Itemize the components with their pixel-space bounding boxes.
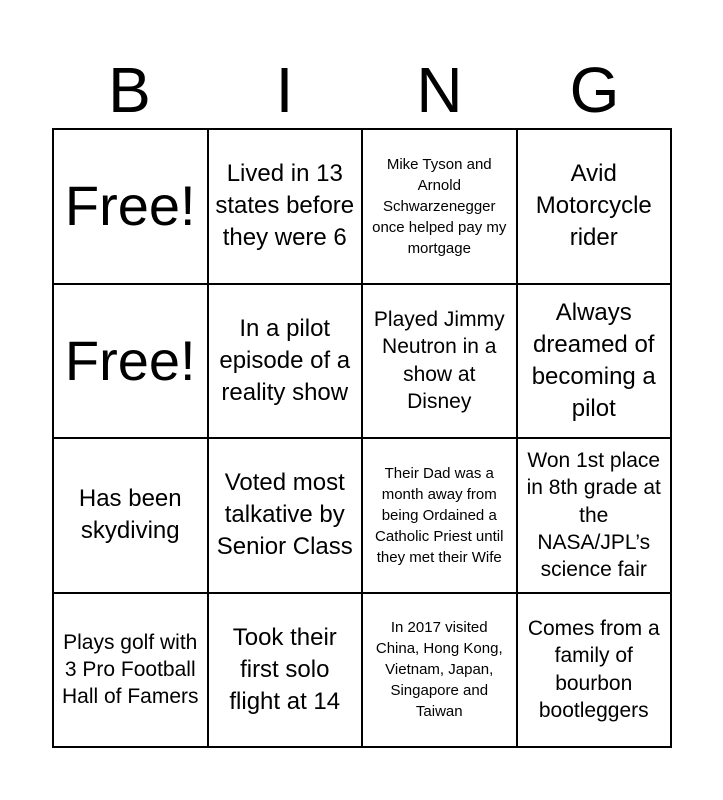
cell-text: Played Jimmy Neutron in a show at Disney [373,308,505,414]
bingo-cell[interactable] [517,284,672,439]
cell-text: Free! [64,328,196,392]
title-letter-b: B [108,54,151,126]
title-letter-n: N [416,54,463,126]
cell-text: In 2017 visited China, Hong Kong, Vietnam, Japan, Singapore and Taiwan [375,619,503,721]
bingo-cell[interactable] [53,438,208,593]
cell-text: Mike Tyson and Arnold Schwarzenegger once helped pay my mortgage [372,155,507,257]
bingo-cell[interactable] [53,593,208,748]
bingo-cell[interactable] [208,284,363,439]
cell-text: Plays golf with 3 Pro Football Hall of Famers [61,630,199,709]
cell-text: In a pilot episode of a reality show [219,314,351,406]
bingo-cell-free[interactable] [53,129,208,284]
bingo-cell[interactable] [362,593,517,748]
title-letter-i: I [275,54,294,126]
bingo-title [52,50,672,130]
cell-text: Has been skydiving [78,485,182,545]
bingo-board [52,128,672,748]
bingo-cell[interactable] [208,593,363,748]
bingo-cell[interactable] [517,129,672,284]
bingo-cell[interactable] [362,284,517,439]
cell-text: Lived in 13 states before they were 6 [215,160,355,252]
cell-text: Won 1st place in 8th grade at the NASA/JPL’s science fair [526,449,661,582]
bingo-cell[interactable] [517,438,672,593]
cell-text: Took their first solo flight at 14 [229,623,341,715]
cell-text: Their Dad was a month away from being Ordained a Catholic Priest until they met their Wife [375,464,504,566]
bingo-cell[interactable] [362,129,517,284]
bingo-cell[interactable] [208,129,363,284]
bingo-cell-free[interactable] [53,284,208,439]
bingo-cell[interactable] [517,593,672,748]
title-letter-g: G [569,54,620,126]
cell-text: Comes from a family of bourbon bootleggers [527,617,660,723]
cell-text: Free! [64,174,196,238]
cell-text: Avid Motorcycle rider [535,160,652,252]
cell-text: Voted most talkative by Senior Class [216,469,353,561]
cell-text: Always dreamed of becoming a pilot [531,298,656,422]
bingo-cell[interactable] [362,438,517,593]
bingo-cell[interactable] [208,438,363,593]
